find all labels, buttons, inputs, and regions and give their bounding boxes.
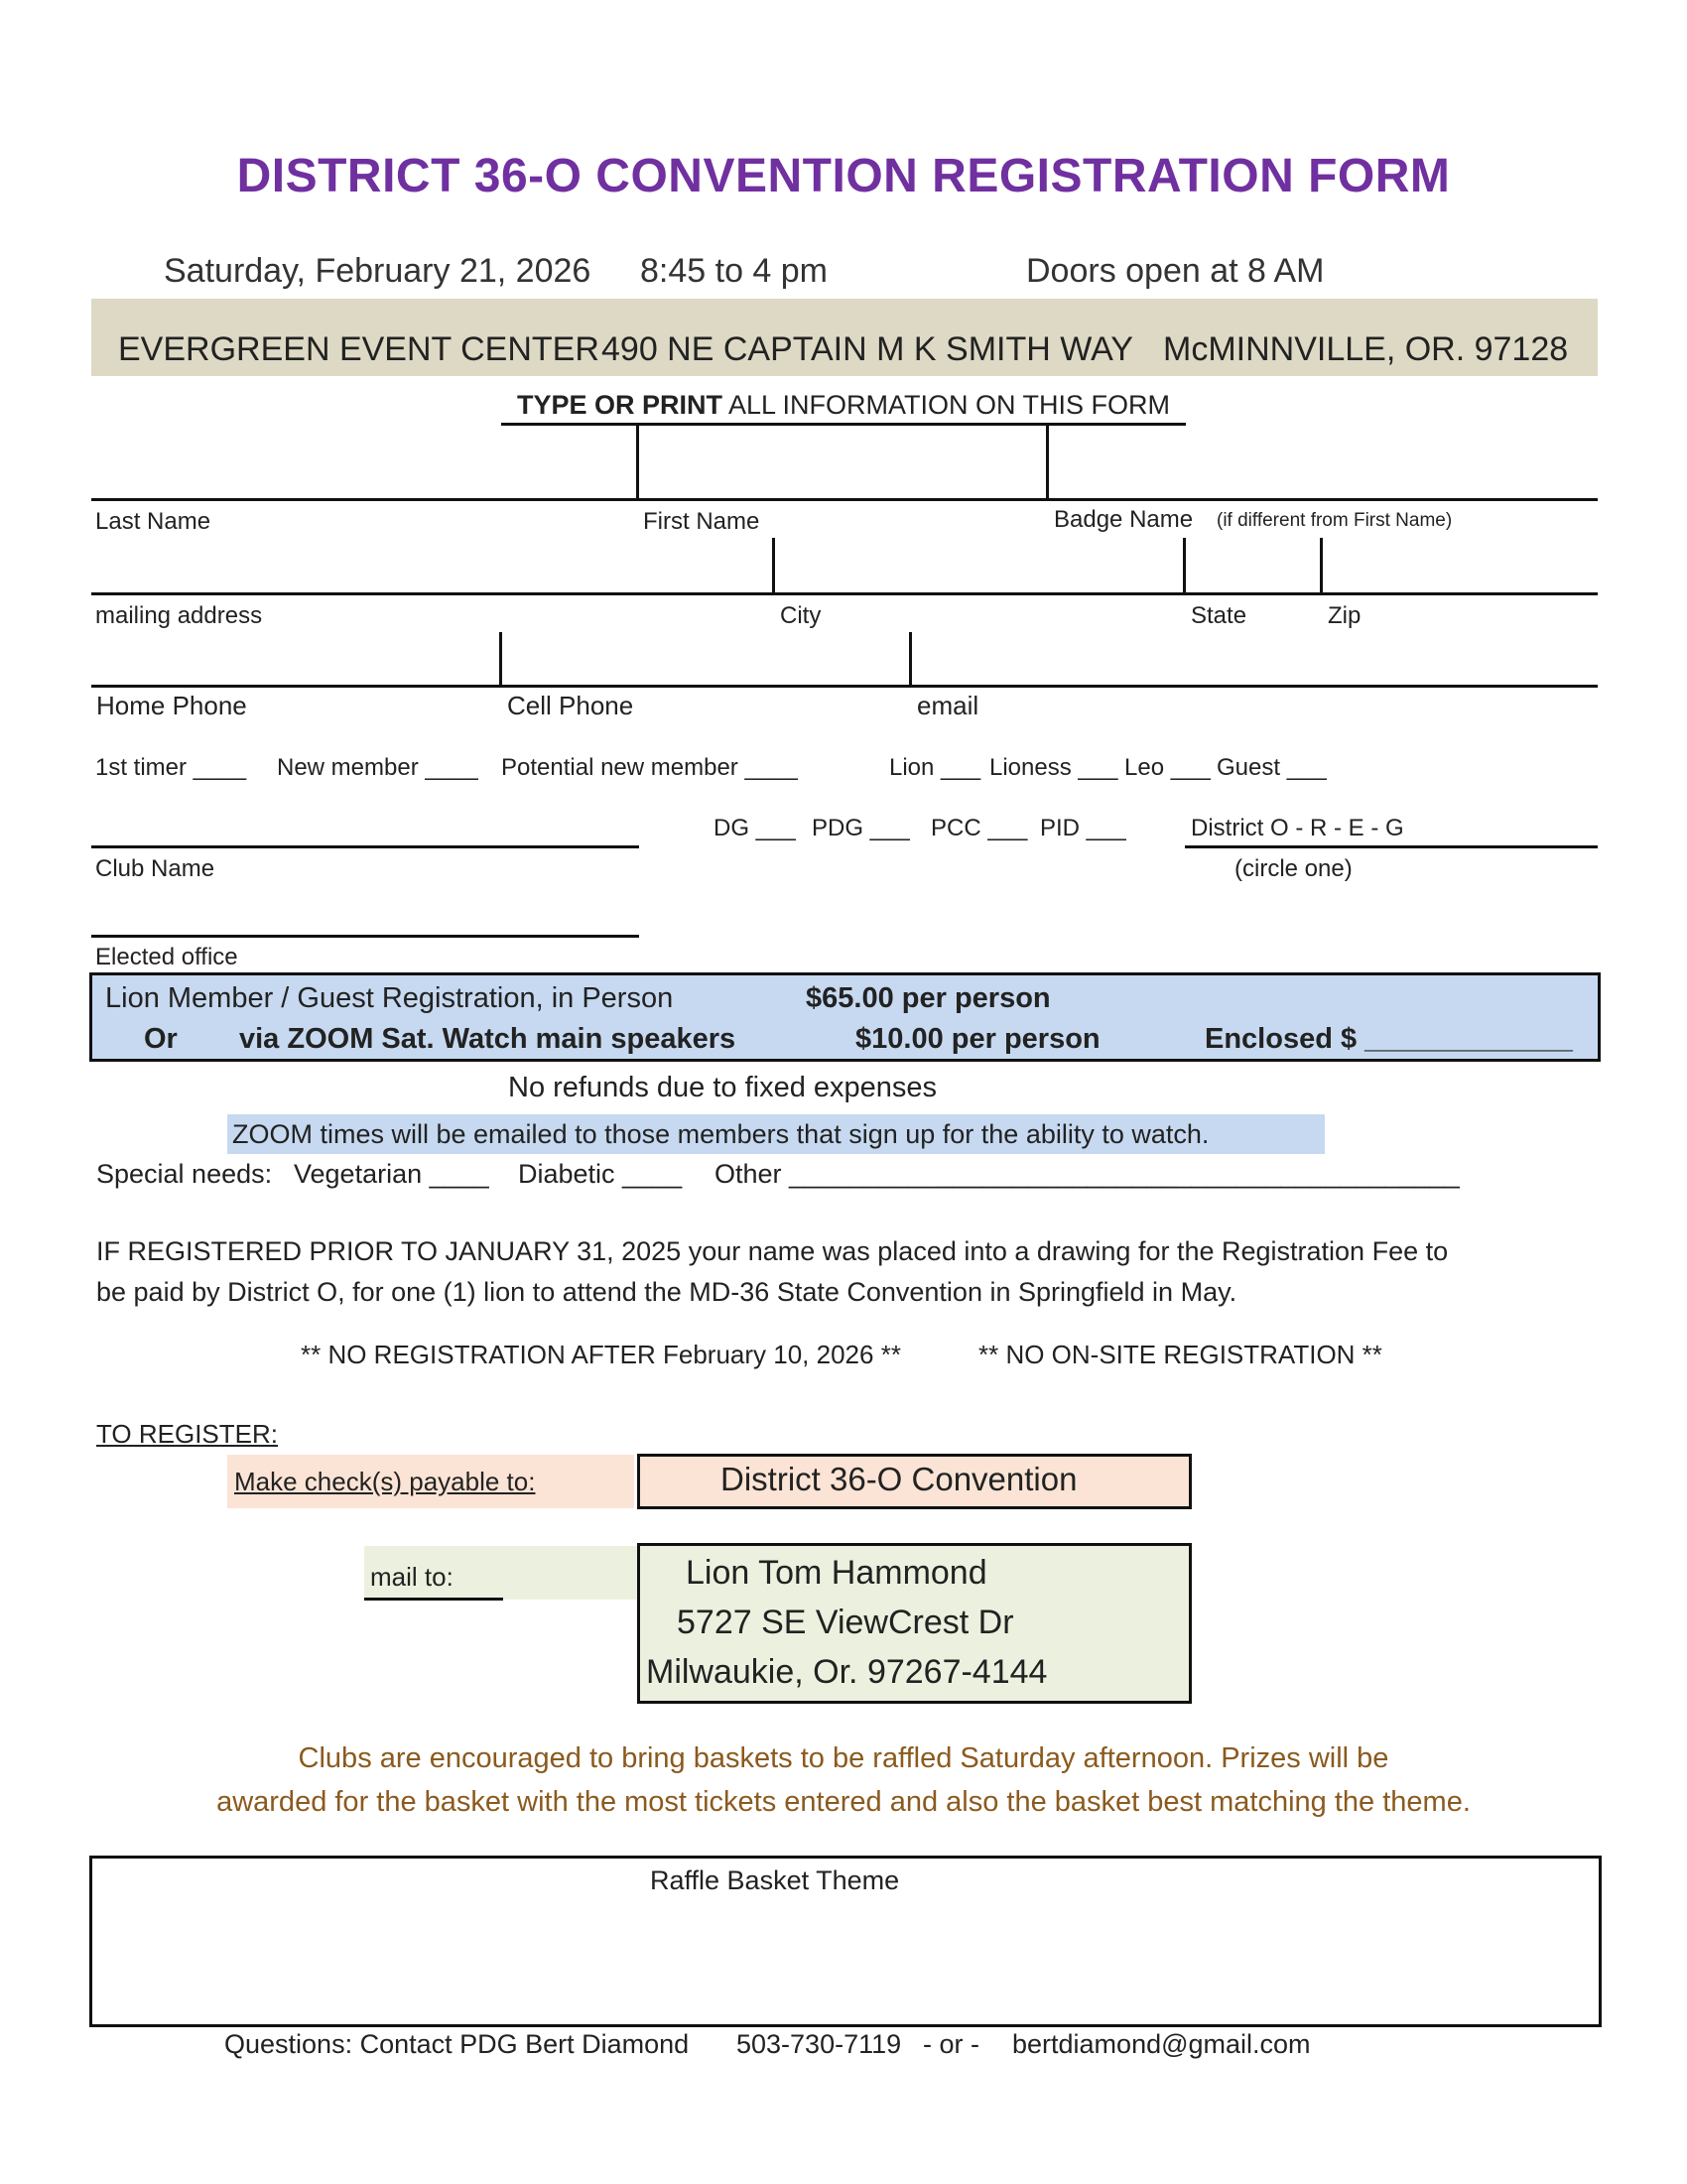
district-underline xyxy=(1185,845,1598,848)
mail-street: 5727 SE ViewCrest Dr xyxy=(677,1604,1014,1641)
mail-to-underline xyxy=(364,1598,503,1601)
guest-option[interactable]: Guest ___ xyxy=(1217,754,1327,781)
payable-label: Make check(s) payable to: xyxy=(234,1467,536,1496)
event-time: 8:45 to 4 pm xyxy=(640,252,829,290)
zoom-price: $10.00 per person xyxy=(855,1023,1101,1055)
contact-email[interactable]: bertdiamond@gmail.com xyxy=(1012,2029,1311,2059)
venue-city: McMINNVILLE, OR. 97128 xyxy=(1163,330,1569,368)
doors-open: Doors open at 8 AM xyxy=(1026,252,1325,290)
pdg-option[interactable]: PDG ___ xyxy=(812,815,910,841)
lion-option[interactable]: Lion ___ xyxy=(889,754,981,781)
first-timer-option[interactable]: 1st timer ____ xyxy=(95,754,247,781)
elected-office-label: Elected office xyxy=(95,944,238,970)
in-person-label: Lion Member / Guest Registration, in Person xyxy=(105,982,674,1014)
home-phone-label: Home Phone xyxy=(96,691,247,720)
district-selector[interactable]: District O - R - E - G xyxy=(1191,815,1404,841)
payable-to: District 36-O Convention xyxy=(720,1461,1078,1497)
mailing-address-label: mailing address xyxy=(95,602,263,629)
form-instruction xyxy=(0,390,1687,421)
instruction-underline xyxy=(501,423,1186,426)
new-member-option[interactable]: New member ____ xyxy=(277,754,478,781)
address-field[interactable] xyxy=(91,592,1598,595)
first-name-label: First Name xyxy=(643,508,760,535)
or-label: Or xyxy=(144,1023,178,1055)
no-onsite-note: ** NO ON-SITE REGISTRATION ** xyxy=(978,1340,1382,1369)
venue-address: 490 NE CAPTAIN M K SMITH WAY xyxy=(601,330,1133,368)
venue-name: EVERGREEN EVENT CENTER xyxy=(118,330,599,368)
club-name-label: Club Name xyxy=(95,855,215,882)
phone-field[interactable] xyxy=(91,685,1598,688)
no-refunds-note: No refunds due to fixed expenses xyxy=(508,1072,938,1103)
to-register-heading: TO REGISTER: xyxy=(96,1419,278,1449)
divider xyxy=(772,538,775,593)
in-person-price: $65.00 per person xyxy=(806,982,1051,1014)
raffle-note-line2: awarded for the basket with the most tickets entered and also the basket best matching the theme. xyxy=(216,1786,1471,1818)
potential-member-option[interactable]: Potential new member ____ xyxy=(501,754,798,781)
divider xyxy=(1183,538,1186,593)
last-name-label: Last Name xyxy=(95,508,211,535)
vegetarian-option[interactable]: Vegetarian ____ xyxy=(294,1159,489,1189)
page-title: DISTRICT 36-O CONVENTION REGISTRATION FORM xyxy=(236,150,1451,202)
cell-phone-label: Cell Phone xyxy=(507,691,634,720)
mail-to-label: mail to: xyxy=(370,1562,454,1592)
contact-or: - or - xyxy=(923,2029,979,2059)
diabetic-option[interactable]: Diabetic ____ xyxy=(518,1159,683,1189)
zip-label: Zip xyxy=(1328,602,1362,629)
state-label: State xyxy=(1191,602,1247,629)
divider xyxy=(909,632,912,687)
city-label: City xyxy=(780,602,822,629)
registration-deadline: ** NO REGISTRATION AFTER February 10, 2026 ** xyxy=(301,1340,901,1369)
dg-option[interactable]: DG ___ xyxy=(714,815,796,841)
badge-name-label: Badge Name xyxy=(1054,506,1194,533)
enclosed-amount-field[interactable]: Enclosed $ _____________ xyxy=(1205,1023,1573,1055)
club-name-field[interactable] xyxy=(91,845,639,848)
drawing-note-line1: IF REGISTERED PRIOR TO JANUARY 31, 2025 your name was placed into a drawing for the Registration Fee to xyxy=(96,1236,1449,1266)
divider xyxy=(1046,426,1049,499)
elected-office-field[interactable] xyxy=(91,935,639,938)
special-needs-label: Special needs: xyxy=(96,1159,273,1189)
leo-option[interactable]: Leo ___ xyxy=(1124,754,1211,781)
divider xyxy=(636,426,639,499)
drawing-note-line2: be paid by District O, for one (1) lion to attend the MD-36 State Convention in Springfield in May. xyxy=(96,1277,1237,1307)
contact-phone: 503-730-7119 xyxy=(736,2029,902,2059)
instruction-bold: TYPE OR PRINT xyxy=(516,390,722,420)
instruction-rest: ALL INFORMATION ON THIS FORM xyxy=(721,390,1171,420)
badge-name-note: (if different from First Name) xyxy=(1217,510,1453,531)
pid-option[interactable]: PID ___ xyxy=(1040,815,1126,841)
divider xyxy=(1320,538,1323,593)
mail-name: Lion Tom Hammond xyxy=(686,1554,987,1592)
zoom-note: ZOOM times will be emailed to those members that sign up for the ability to watch. xyxy=(232,1119,1210,1149)
zoom-label: via ZOOM Sat. Watch main speakers xyxy=(239,1023,736,1055)
circle-one-note: (circle one) xyxy=(1234,855,1353,882)
lioness-option[interactable]: Lioness ___ xyxy=(989,754,1118,781)
pcc-option[interactable]: PCC ___ xyxy=(931,815,1028,841)
raffle-note-line1: Clubs are encouraged to bring baskets to be raffled Saturday afternoon. Prizes will be xyxy=(298,1742,1389,1774)
questions-contact: Questions: Contact PDG Bert Diamond xyxy=(224,2029,690,2059)
last-name-field[interactable] xyxy=(91,498,1598,501)
divider xyxy=(499,632,502,687)
other-needs-field[interactable]: Other _____________________________________________ xyxy=(714,1159,1460,1189)
mail-city: Milwaukie, Or. 97267-4144 xyxy=(646,1653,1048,1691)
event-date: Saturday, February 21, 2026 xyxy=(164,252,591,290)
raffle-theme-label: Raffle Basket Theme xyxy=(650,1865,900,1895)
email-label: email xyxy=(917,691,979,720)
